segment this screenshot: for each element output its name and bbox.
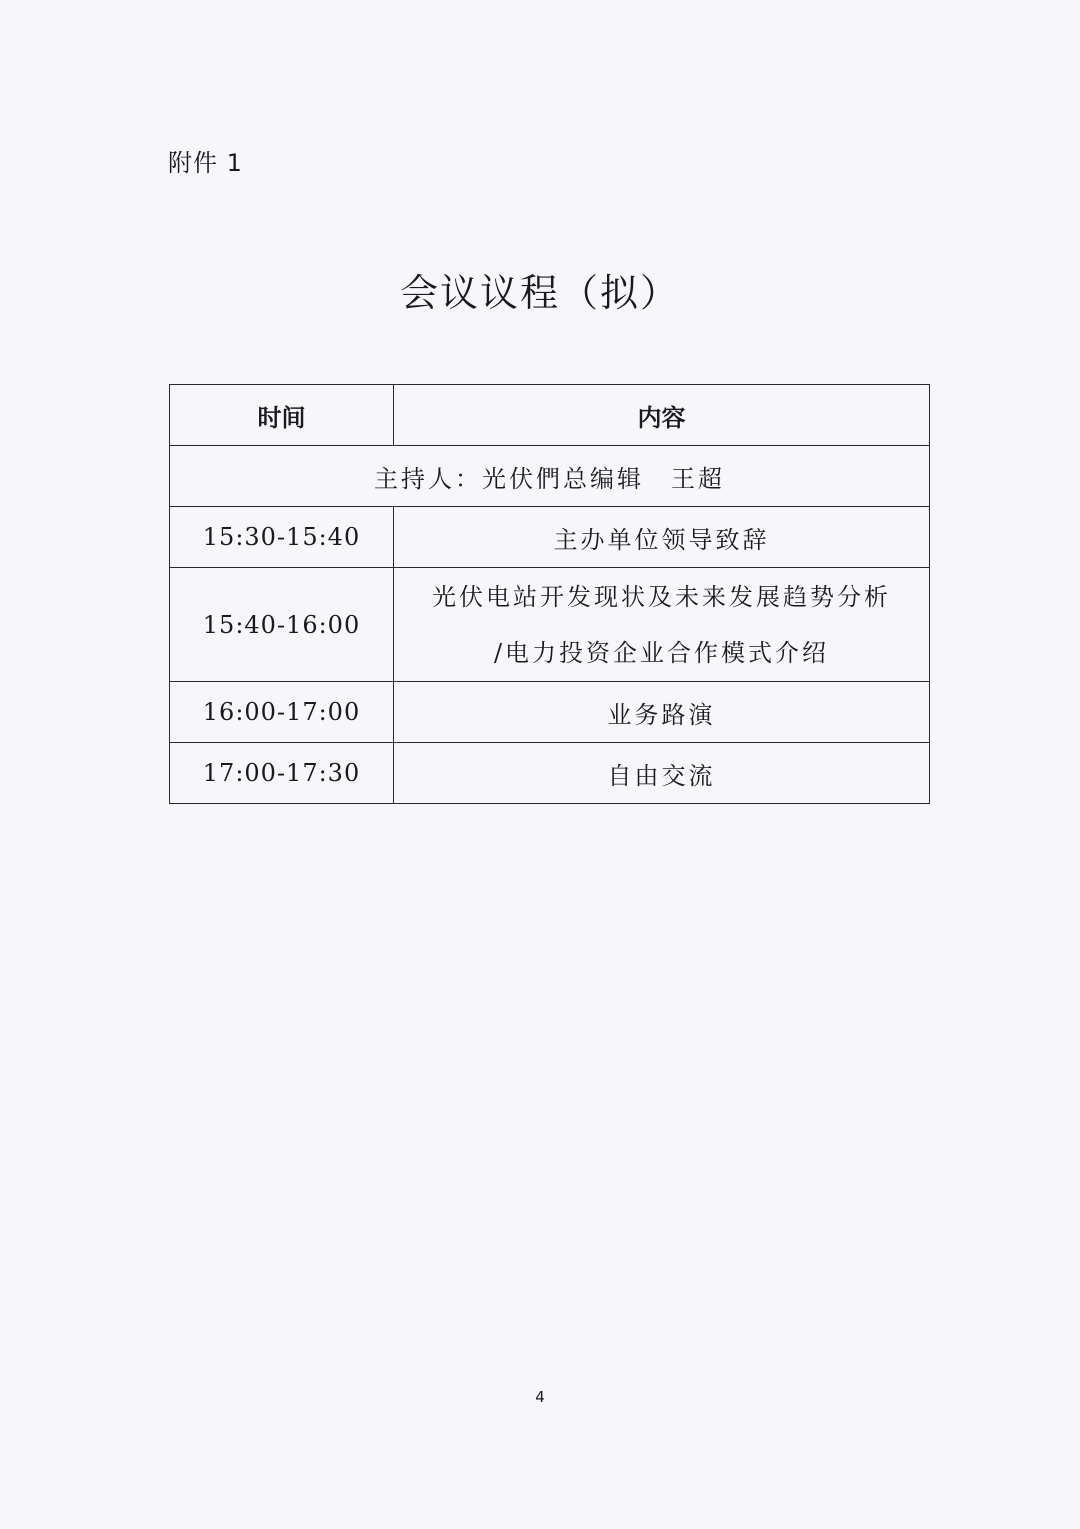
content-line: 光伏电站开发现状及未来发展趋势分析 <box>432 582 891 611</box>
time-cell: 15:40-16:00 <box>170 568 394 682</box>
host-row <box>170 446 930 507</box>
header-content: 内容 <box>394 385 930 446</box>
table-row <box>170 682 930 743</box>
content-cell: 自由交流 <box>394 743 930 804</box>
content-line: /电力投资企业合作模式介绍 <box>493 638 830 667</box>
header-time: 时间 <box>170 385 394 446</box>
table-row <box>170 743 930 804</box>
content-cell <box>394 568 930 682</box>
host-cell: 主持人：光伏們总编辑 王超 <box>170 446 930 507</box>
time-cell: 15:30-15:40 <box>170 507 394 568</box>
time-cell: 17:00-17:30 <box>170 743 394 804</box>
attachment-label: 附件 1 <box>168 149 243 177</box>
content-cell: 业务路演 <box>394 682 930 743</box>
page-number: 4 <box>535 1388 545 1406</box>
table-header-row <box>170 385 930 446</box>
document-title: 会议议程（拟） <box>399 271 680 315</box>
table-row <box>170 507 930 568</box>
table-row <box>170 568 930 682</box>
content-cell: 主办单位领导致辞 <box>394 507 930 568</box>
time-cell: 16:00-17:00 <box>170 682 394 743</box>
agenda-table <box>169 384 930 804</box>
